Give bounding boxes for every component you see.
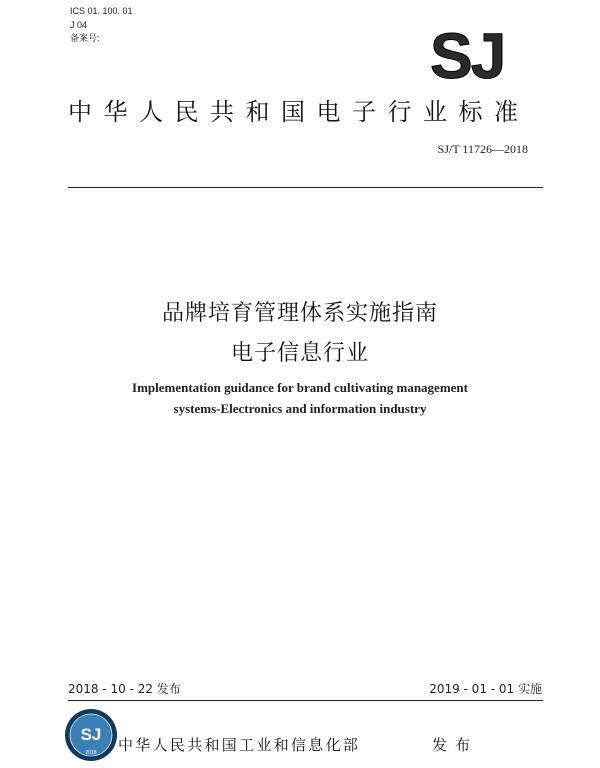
standard-category-title: 中华人民共和国电子行业标准 (68, 98, 530, 126)
top-divider (68, 187, 543, 188)
ics-code: ICS 01. 100. 01 (70, 6, 133, 16)
document-title-en-line2: systems-Electronics and information industry (173, 401, 427, 416)
publish-date: 2018 - 10 - 22 发布 (68, 682, 181, 696)
seal-year: 2018 (85, 750, 97, 756)
document-title-zh-line1: 品牌培育管理体系实施指南 (161, 301, 438, 326)
record-number-label: 备案号: (70, 33, 100, 43)
classification-code: J 04 (70, 20, 88, 30)
issuing-authority: 中华人民共和国工业和信息化部 (118, 736, 361, 754)
ministry-seal-icon (64, 708, 118, 762)
bottom-divider (68, 700, 543, 701)
issue-label: 发布 (432, 736, 479, 754)
document-title-en-line1: Implementation guidance for brand cultivating management (132, 380, 468, 395)
standard-code: SJ/T 11726—2018 (437, 142, 528, 156)
document-title-zh-line2: 电子信息行业 (230, 341, 369, 366)
implementation-date: 2019 - 01 - 01 实施 (429, 682, 542, 696)
sj-logo: SJ (430, 20, 505, 92)
seal-letters: SJ (80, 725, 102, 744)
